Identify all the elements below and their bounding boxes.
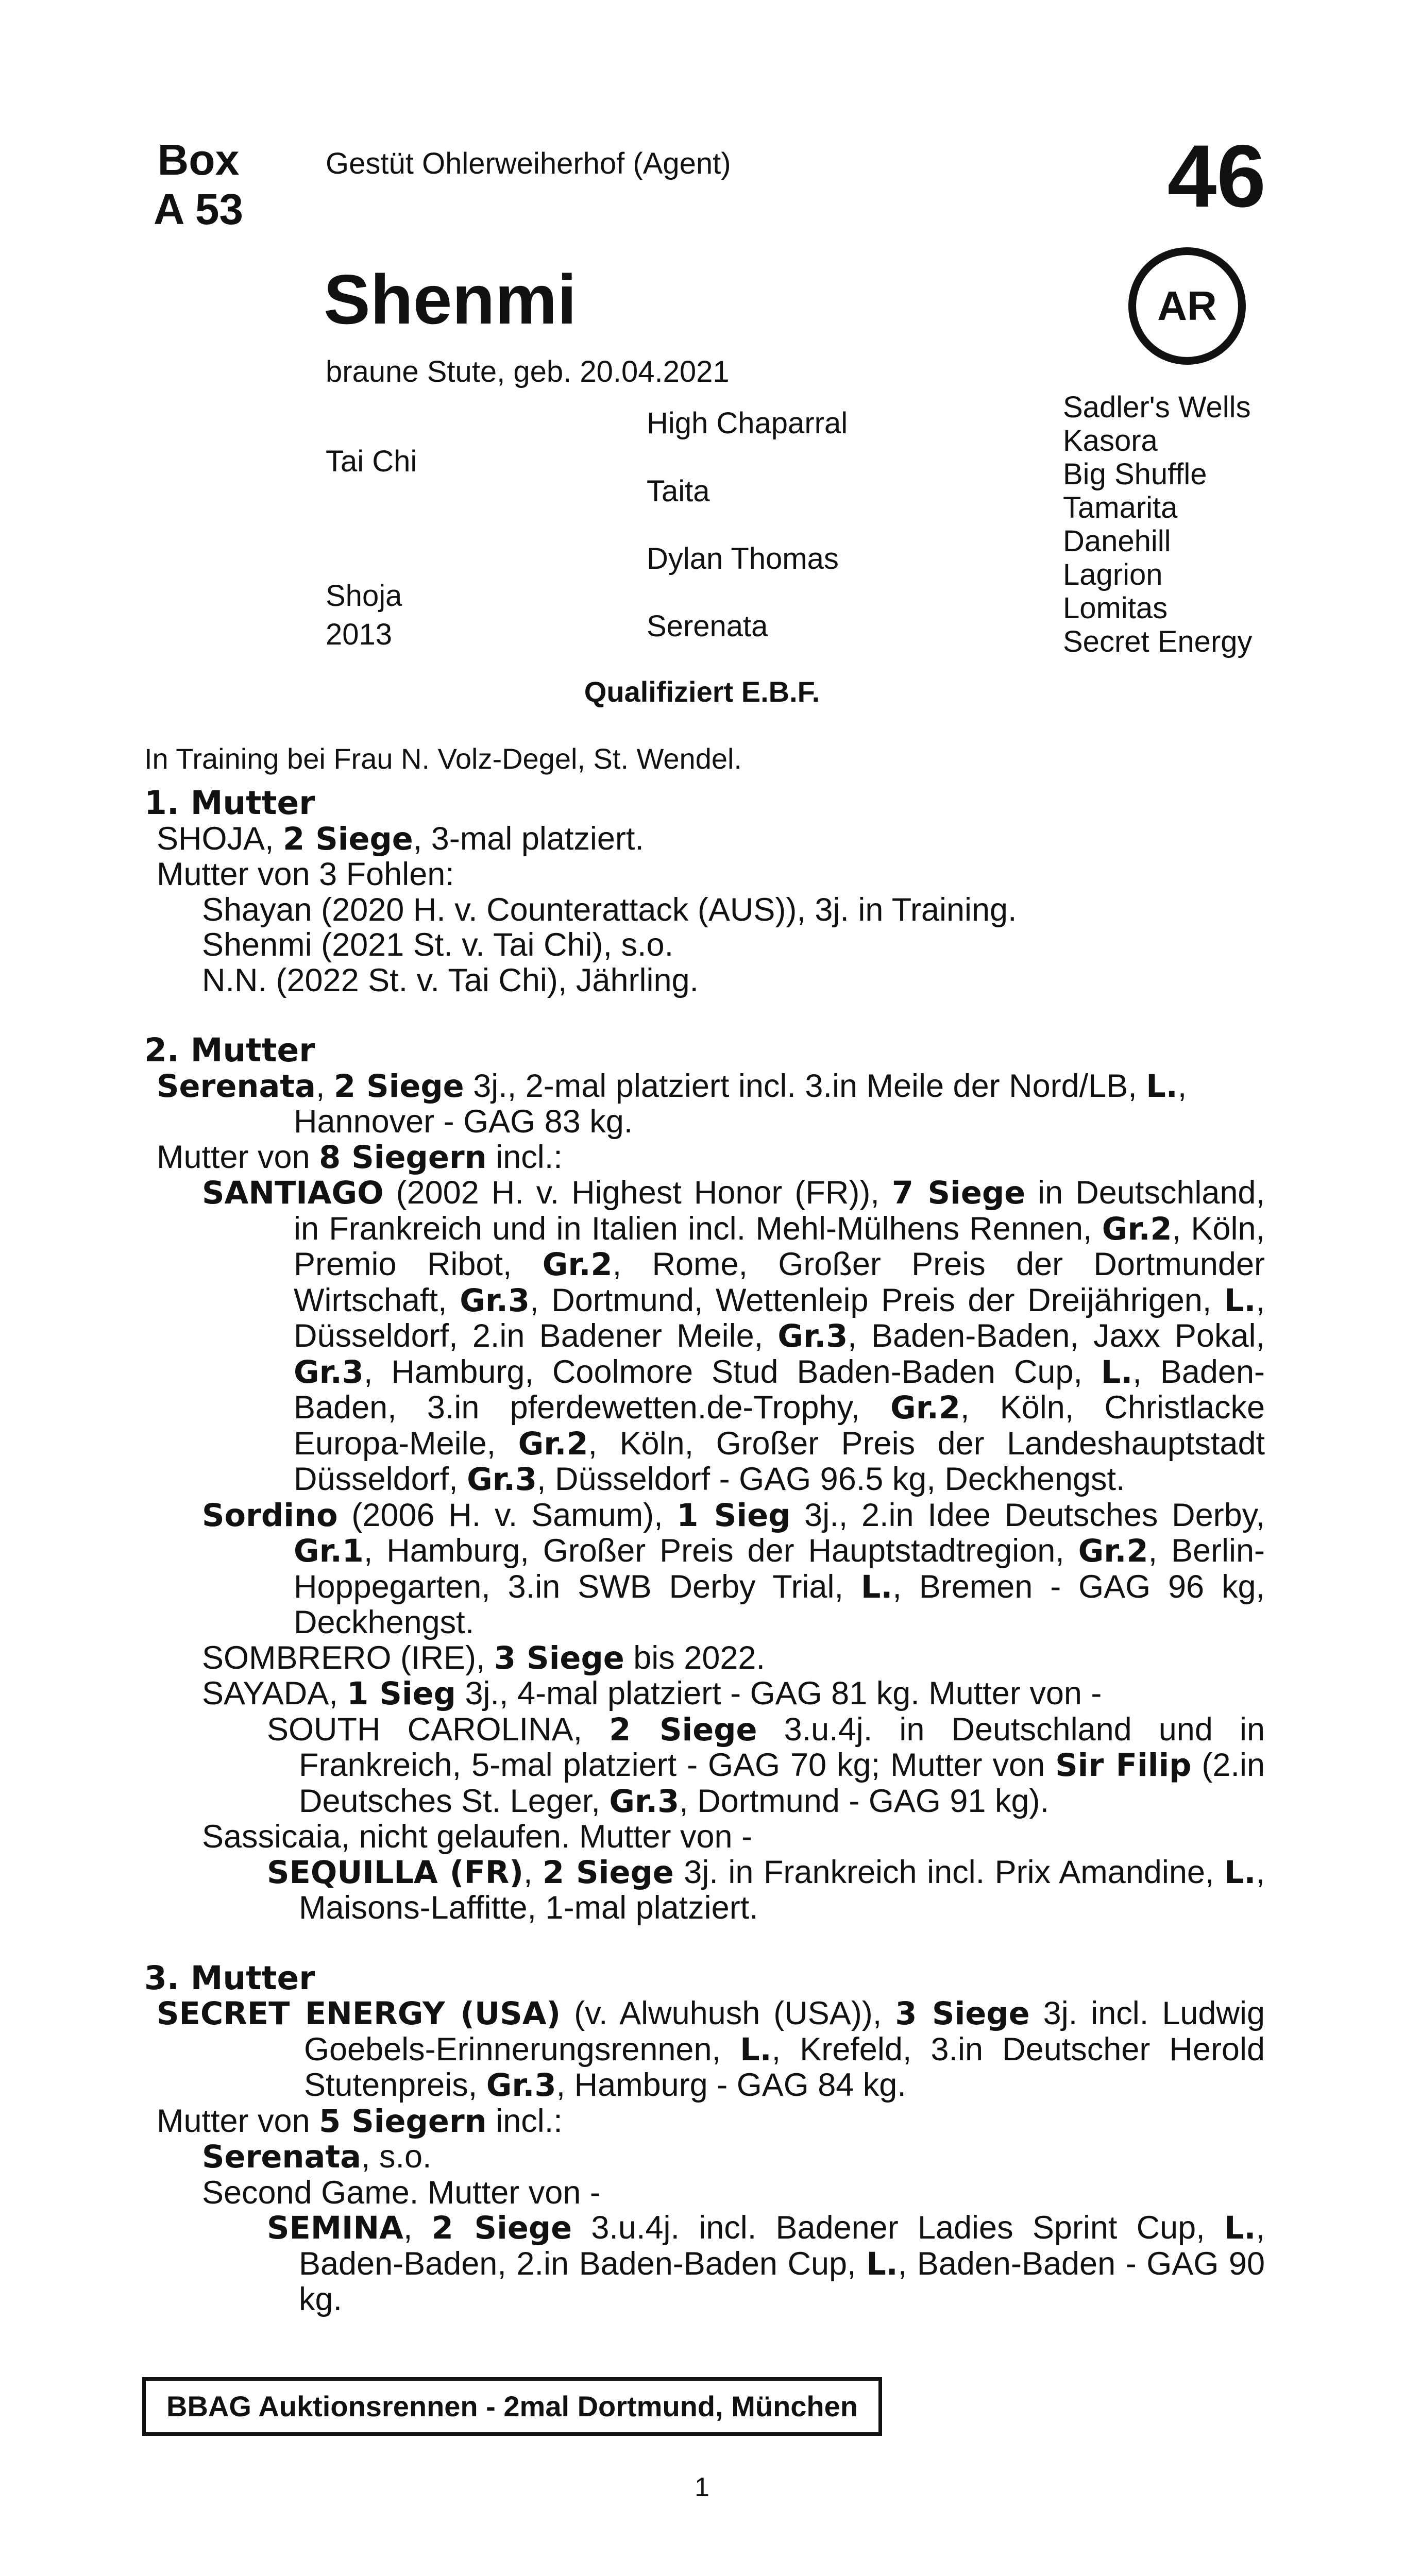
record-text: Mutter von (157, 1139, 319, 1175)
second-dam-wins: 2 Siege (333, 1068, 464, 1105)
record-text: incl.: (486, 1139, 563, 1175)
record-text: , Baden-Baden, Jaxx Pokal, (848, 1318, 1265, 1354)
pedigree-dam-sire: Dylan Thomas (647, 542, 839, 575)
record-text: 3j. incl. Ludwig Goebels-Erinnerungsrennen, (304, 1995, 1265, 2067)
race-grade: L. (740, 2031, 772, 2068)
race-grade: Gr.2 (890, 1390, 960, 1426)
race-grade: Gr.2 (1102, 1211, 1172, 1247)
record-text: incl.: (486, 2103, 563, 2139)
auction-race-box: BBAG Auktionsrennen - 2mal Dortmund, München (142, 2377, 882, 2436)
grand-offspring-sequilla (144, 1855, 1265, 1926)
second-dam-name: Serenata (157, 1068, 316, 1105)
offspring-name: SOUTH CAROLINA, (267, 1711, 610, 1748)
record-text: (2.in Deutsches St. Leger, (299, 1747, 1265, 1819)
record-text: , s.o. (361, 2139, 432, 2175)
record-text: (2002 H. v. Highest Honor (FR)), (383, 1175, 892, 1211)
record-text: , Krefeld, 3.in Deutscher Herold Stutenpreis, (304, 2031, 1265, 2103)
pedigree-gen3-item: Sadler's Wells (1063, 391, 1251, 424)
offspring-serenata (144, 2139, 1265, 2175)
offspring-second-game: Second Game. Mutter von - (202, 2174, 601, 2211)
second-dam-heading: 2. Mutter (144, 1031, 315, 1069)
record-text: , Baden-Baden, 3.in pferdewetten.de-Trophy, (294, 1353, 1265, 1426)
race-grade: Gr.3 (486, 2067, 556, 2104)
race-grade: L. (866, 2246, 898, 2282)
offspring-name: Sir Filip (1055, 1748, 1192, 1784)
offspring-name: SANTIAGO (202, 1175, 384, 1211)
offspring-name: SEMINA (267, 2210, 403, 2246)
record-text: 3j., 2-mal platziert incl. 3.in Meile der Nord/LB, (464, 1067, 1146, 1104)
pedigree-sire-dam: Taita (647, 474, 710, 508)
record-text: 3j. in Frankreich incl. Prix Amandine, (673, 1854, 1224, 1890)
pedigree-gen3-item: Tamarita (1063, 491, 1178, 524)
winners-count: 8 Siegern (319, 1139, 487, 1176)
pedigree-gen3-item: Lomitas (1063, 591, 1168, 625)
record-text: (2006 H. v. Samum), (337, 1497, 677, 1533)
page-number: 1 (695, 2472, 709, 2502)
record-text: , Düsseldorf - GAG 96.5 kg, Deckhengst. (537, 1461, 1125, 1497)
offspring-sombrero (144, 1640, 1265, 1676)
record-text: , Dortmund - GAG 91 kg). (679, 1783, 1049, 1819)
first-dam-record-text: , 3-mal platziert. (413, 820, 644, 857)
third-dam-wins: 3 Siege (895, 1996, 1030, 2032)
race-grade: Gr.2 (518, 1426, 588, 1462)
race-grade: L. (1224, 1854, 1256, 1891)
training-note: In Training bei Frau N. Volz-Degel, St. Wendel. (144, 742, 742, 775)
first-dam-wins: 2 Siege (283, 821, 413, 857)
box-label-line2: A 53 (153, 185, 244, 233)
pedigree-gen3-item: Lagrion (1063, 558, 1163, 591)
record-text: , Hamburg - GAG 84 kg. (556, 2067, 906, 2103)
offspring-sordino (144, 1498, 1265, 1640)
pedigree-sire: Tai Chi (326, 445, 417, 478)
dam-line-content (144, 786, 1265, 2317)
offspring-wins: 2 Siege (543, 1854, 674, 1891)
offspring-name: Sordino (202, 1497, 338, 1534)
first-dam-record: SHOJA, 2 Siege, 3-mal platziert. (157, 820, 644, 857)
record-text: 3j., 2.in Idee Deutsches Derby, (790, 1497, 1265, 1533)
lot-number: 46 (1167, 127, 1266, 226)
race-grade: Gr.3 (294, 1354, 364, 1391)
foal-item: Shayan (2020 H. v. Counterattack (AUS)), 3j. in Training. (202, 891, 1017, 928)
race-grade: Gr.3 (467, 1462, 537, 1498)
horse-description: braune Stute, geb. 20.04.2021 (326, 355, 730, 388)
box-label-line1: Box (157, 135, 240, 184)
race-grade: Gr.3 (460, 1282, 530, 1319)
horse-name: Shenmi (324, 260, 577, 338)
ar-badge: AR (1128, 247, 1246, 365)
record-text: Mutter von (157, 2103, 319, 2139)
offspring-santiago (144, 1175, 1265, 1498)
pedigree-gen3-item: Secret Energy (1063, 625, 1253, 658)
pedigree-sire-sire: High Chaparral (647, 406, 848, 440)
winners-count: 5 Siegern (319, 2103, 487, 2140)
offspring-name: Serenata (202, 2139, 361, 2175)
record-text: , Berlin-Hoppegarten, 3.in SWB Derby Trial, (294, 1533, 1265, 1605)
record-text: 3.u.4j. incl. Badener Ladies Sprint Cup, (572, 2210, 1224, 2246)
grand-offspring-south-carolina (144, 1712, 1265, 1820)
race-grade: L. (1101, 1354, 1133, 1391)
race-grade: L. (1224, 1282, 1256, 1319)
race-grade: Gr.1 (294, 1533, 364, 1569)
offspring-wins: 1 Sieg (676, 1497, 791, 1534)
record-text: , Düsseldorf, 2.in Badener Meile, (294, 1282, 1265, 1354)
qualification-note: Qualifiziert E.B.F. (584, 675, 820, 708)
third-dam-winners-intro (144, 2104, 1265, 2140)
race-grade: Gr.3 (609, 1783, 680, 1820)
second-dam-winners-intro (144, 1140, 1265, 1176)
race-grade: L. (1224, 2210, 1256, 2246)
offspring-wins: 2 Siege (609, 1711, 757, 1748)
second-dam-record: Serenata, 2 Siege 3j., 2-mal platziert incl. 3.in Meile der Nord/LB, L., Hannover - GAG 83 kg. (157, 1067, 1187, 1140)
offspring-wins: 2 Siege (431, 2210, 572, 2246)
record-text: , Köln, Premio Ribot, (294, 1210, 1265, 1282)
record-text: , Rome, Großer Preis der Dortmunder Wirtschaft, (294, 1246, 1265, 1318)
record-text: , Köln, Christlacke Europa-Meile, (294, 1389, 1265, 1462)
offspring-sassicaia: Sassicaia, nicht gelaufen. Mutter von - (202, 1819, 753, 1855)
race-grade: Gr.3 (777, 1318, 848, 1354)
third-dam-record (144, 1996, 1265, 2104)
record-text: 3j., 4-mal platziert - GAG 81 kg. Mutter von - (455, 1675, 1102, 1711)
record-text: , Hannover - GAG 83 kg. (294, 1067, 1187, 1140)
record-text: , Baden-Baden - GAG 90 kg. (299, 2245, 1265, 2317)
pedigree-dam-dam: Serenata (647, 609, 768, 643)
record-text: in Deutschland, in Frankreich und in Italien incl. Mehl-Mülhens Rennen, (294, 1175, 1265, 1247)
first-dam-heading: 1. Mutter (144, 784, 315, 822)
offspring-wins: 1 Sieg (347, 1676, 456, 1712)
record-text: , Bremen - GAG 96 kg, Deckhengst. (294, 1568, 1265, 1640)
agent-name: Gestüt Ohlerweiherhof (Agent) (326, 147, 731, 180)
third-dam-heading: 3. Mutter (144, 1959, 315, 1997)
record-text: bis 2022. (624, 1639, 765, 1676)
race-grade: L. (1146, 1068, 1178, 1105)
offspring-wins: 3 Siege (494, 1640, 624, 1676)
third-dam-name: SECRET ENERGY (USA) (157, 1996, 561, 2032)
foal-item: N.N. (2022 St. v. Tai Chi), Jährling. (202, 962, 699, 998)
record-text: , Maisons-Laffitte, 1-mal platziert. (299, 1854, 1265, 1926)
record-text: , Hamburg, Großer Preis der Hauptstadtregion, (363, 1533, 1078, 1569)
offspring-name: SAYADA, (202, 1675, 347, 1711)
record-text: , Baden-Baden, 2.in Baden-Baden Cup, (299, 2210, 1265, 2282)
record-text: 3.u.4j. in Deutschland und in Frankreich, 5-mal platziert - GAG 70 kg; Mutter von (299, 1711, 1265, 1783)
foal-item: Shenmi (2021 St. v. Tai Chi), s.o. (202, 927, 674, 963)
pedigree-gen3-item: Danehill (1063, 524, 1171, 558)
offspring-name: SEQUILLA (FR) (267, 1854, 523, 1891)
race-grade: Gr.2 (1078, 1533, 1148, 1569)
race-grade: Gr.2 (542, 1247, 613, 1283)
record-text: , Dortmund, Wettenleip Preis der Dreijährigen, (530, 1282, 1224, 1318)
pedigree-third-generation (1063, 391, 1253, 658)
offspring-sayada (144, 1676, 1265, 1712)
pedigree-dam: Shoja (326, 579, 402, 613)
pedigree-gen3-item: Big Shuffle (1063, 457, 1207, 491)
offspring-name: SOMBRERO (IRE), (202, 1639, 495, 1676)
box-label (139, 135, 258, 234)
first-dam-name: SHOJA (157, 820, 265, 857)
race-grade: L. (860, 1569, 893, 1605)
grand-offspring-semina (144, 2210, 1265, 2317)
record-text: , (523, 1854, 543, 1890)
record-text: , Hamburg, Coolmore Stud Baden-Baden Cup, (363, 1353, 1101, 1390)
pedigree-dam-year: 2013 (326, 618, 393, 651)
record-text: , Köln, Großer Preis der Landeshauptstadt Düsseldorf, (294, 1425, 1265, 1497)
pedigree-gen3-item: Kasora (1063, 424, 1158, 457)
first-dam-foals-intro: Mutter von 3 Fohlen: (157, 856, 454, 892)
offspring-wins: 7 Siege (891, 1175, 1026, 1211)
record-text: , (403, 2210, 432, 2246)
record-text: (v. Alwuhush (USA)), (561, 1995, 895, 2031)
